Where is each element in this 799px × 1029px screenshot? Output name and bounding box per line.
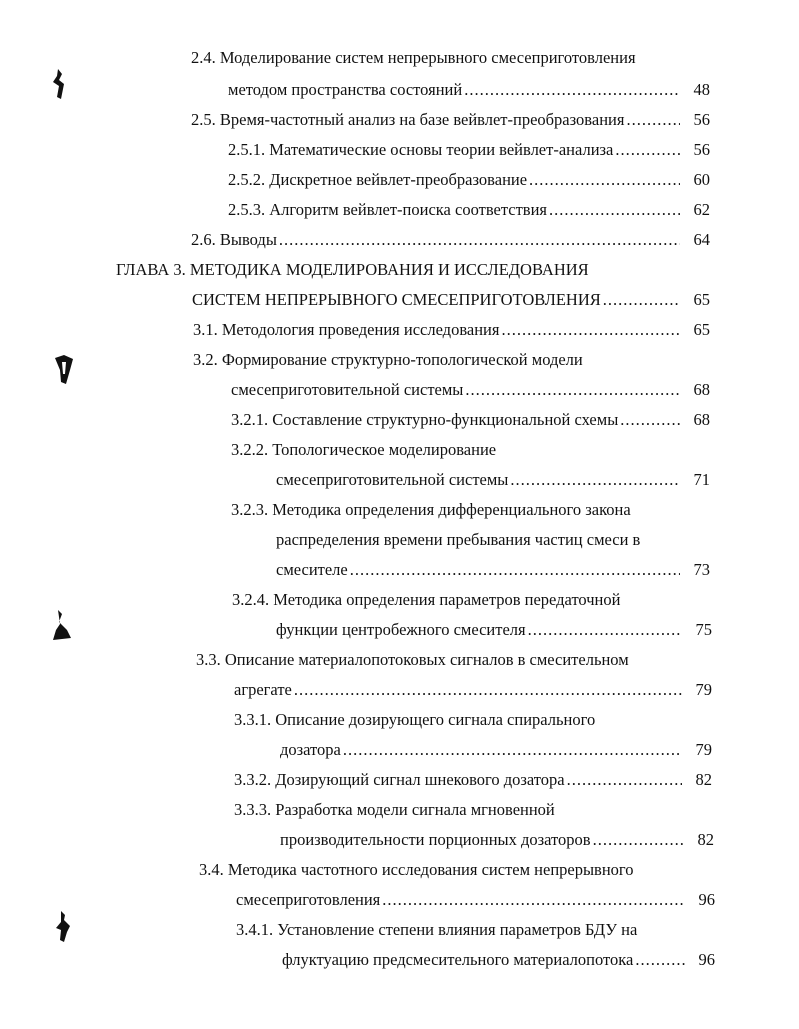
toc-entry	[228, 166, 710, 194]
leader-dots	[593, 826, 684, 854]
toc-entry-title: 3.2.2. Топологическое моделирование	[231, 440, 497, 459]
toc-page-number: 75	[695, 620, 712, 639]
toc-entry	[234, 676, 712, 704]
toc-entry-title: производительности порционных дозаторов	[280, 830, 591, 849]
leader-dots	[464, 76, 680, 104]
toc-page-number: 65	[693, 320, 710, 339]
toc-page-number: 62	[693, 200, 710, 219]
toc-page-number: 73	[693, 560, 710, 579]
binding-hole-mark-icon	[50, 608, 74, 644]
toc-page-number: 65	[693, 290, 710, 309]
toc-entry	[236, 886, 715, 914]
leader-dots	[510, 466, 680, 494]
leader-dots	[620, 406, 680, 434]
toc-entry-title: 3.3. Описание материалопотоковых сигналов в смесительном	[196, 650, 629, 669]
toc-entry-title: флуктуацию предсмесительного материалопотока	[282, 950, 634, 969]
toc-entry-title: 3.3.2. Дозирующий сигнал шнекового дозатора	[234, 770, 565, 789]
leader-dots	[343, 736, 682, 764]
binding-hole-mark-icon	[52, 352, 76, 388]
toc-page-number: 56	[693, 140, 710, 159]
toc-entry-title: 2.5.3. Алгоритм вейвлет-поиска соответствия	[228, 200, 547, 219]
toc-entry	[276, 526, 710, 554]
toc-entry	[199, 856, 715, 884]
toc-page-number: 68	[693, 410, 710, 429]
toc-entry	[191, 44, 711, 72]
toc-entry	[193, 316, 710, 344]
toc-page-number: 60	[693, 170, 710, 189]
toc-page-number: 71	[693, 470, 710, 489]
leader-dots	[635, 946, 685, 974]
toc-entry-title: 3.2.1. Составление структурно-функциональной схемы	[231, 410, 619, 429]
toc-entry-title: 2.4. Моделирование систем непрерывного смесеприготовления	[191, 48, 636, 67]
toc-entry	[276, 556, 710, 584]
binding-hole-mark-icon	[48, 66, 72, 102]
toc-entry-title: функции центробежного смесителя	[276, 620, 526, 639]
leader-dots	[549, 196, 680, 224]
toc-entry-title: 3.2.3. Методика определения дифференциального закона	[231, 500, 631, 519]
leader-dots	[626, 106, 680, 134]
toc-entry	[231, 406, 710, 434]
toc-page-number: 64	[693, 230, 710, 249]
toc-entry	[282, 946, 715, 974]
leader-dots	[350, 556, 680, 584]
toc-entry	[193, 346, 710, 374]
toc-entry	[228, 196, 710, 224]
toc-page-number: 68	[693, 380, 710, 399]
toc-entry	[276, 466, 710, 494]
toc-entry	[234, 796, 712, 824]
leader-dots	[567, 766, 682, 794]
toc-entry	[280, 826, 714, 854]
toc-entry	[231, 436, 710, 464]
toc-entry	[232, 586, 710, 614]
toc-entry	[192, 286, 710, 314]
toc-entry-title: 3.1. Методология проведения исследования	[193, 320, 500, 339]
toc-page-number: 82	[697, 830, 714, 849]
toc-entry-title: 2.5. Время-частотный анализ на базе вейвлет-преобразования	[191, 110, 625, 129]
toc-entry	[196, 646, 712, 674]
toc-page-number: 48	[693, 80, 710, 99]
toc-entry	[234, 706, 712, 734]
toc-entry	[191, 106, 710, 134]
toc-entry	[228, 76, 710, 104]
leader-dots	[528, 616, 682, 644]
toc-entry-title: 3.4. Методика частотного исследования систем непрерывного	[199, 860, 634, 879]
leader-dots	[615, 136, 680, 164]
toc-entry	[276, 616, 712, 644]
toc-entry	[191, 226, 710, 254]
toc-entry-title: 2.5.1. Математические основы теории вейвлет-анализа	[228, 140, 614, 159]
binding-hole-mark-icon	[52, 908, 76, 944]
toc-entry-title: методом пространства состояний	[228, 80, 463, 99]
toc-entry-title: смесеприготовительной системы	[231, 380, 464, 399]
leader-dots	[382, 886, 685, 914]
toc-page-number: 79	[695, 680, 712, 699]
toc-entry	[280, 736, 712, 764]
toc-entry-title: 3.2.4. Методика определения параметров передаточной	[232, 590, 621, 609]
toc-entry-title: распределения времени пребывания частиц смеси в	[276, 530, 641, 549]
toc-entry-title: 2.5.2. Дискретное вейвлет-преобразование	[228, 170, 528, 189]
toc-entry-title: агрегате	[234, 680, 292, 699]
toc-page-number: 79	[695, 740, 712, 759]
toc-entry-title: 3.3.1. Описание дозирующего сигнала спирального	[234, 710, 596, 729]
toc-page-number: 96	[698, 950, 715, 969]
toc-page-number: 56	[693, 110, 710, 129]
toc-entry-title: смесеприготовления	[236, 890, 381, 909]
toc-entry-title: 2.6. Выводы	[191, 230, 277, 249]
toc-entry-title: 3.4.1. Установление степени влияния параметров БДУ на	[236, 920, 638, 939]
leader-dots	[501, 316, 680, 344]
toc-page-number: 96	[698, 890, 715, 909]
toc-chapter-heading	[116, 256, 710, 284]
toc-entry-title: дозатора	[280, 740, 341, 759]
leader-dots	[279, 226, 680, 254]
toc-entry	[231, 376, 710, 404]
toc-entry-title: смесеприготовительной системы	[276, 470, 509, 489]
toc-entry-title: 3.2. Формирование структурно-топологической модели	[193, 350, 583, 369]
leader-dots	[529, 166, 680, 194]
toc-page-number: 82	[695, 770, 712, 789]
toc-entry-title: ГЛАВА 3. МЕТОДИКА МОДЕЛИРОВАНИЯ И ИССЛЕДОВАНИЯ	[116, 260, 589, 279]
toc-entry-title: смесителе	[276, 560, 348, 579]
toc-entry-title: СИСТЕМ НЕПРЕРЫВНОГО СМЕСЕПРИГОТОВЛЕНИЯ	[192, 290, 601, 309]
leader-dots	[603, 286, 680, 314]
toc-entry-title: 3.3.3. Разработка модели сигнала мгновенной	[234, 800, 555, 819]
leader-dots	[294, 676, 682, 704]
toc-entry	[231, 496, 710, 524]
leader-dots	[465, 376, 680, 404]
toc-entry	[234, 766, 712, 794]
toc-entry	[228, 136, 710, 164]
toc-entry	[236, 916, 715, 944]
